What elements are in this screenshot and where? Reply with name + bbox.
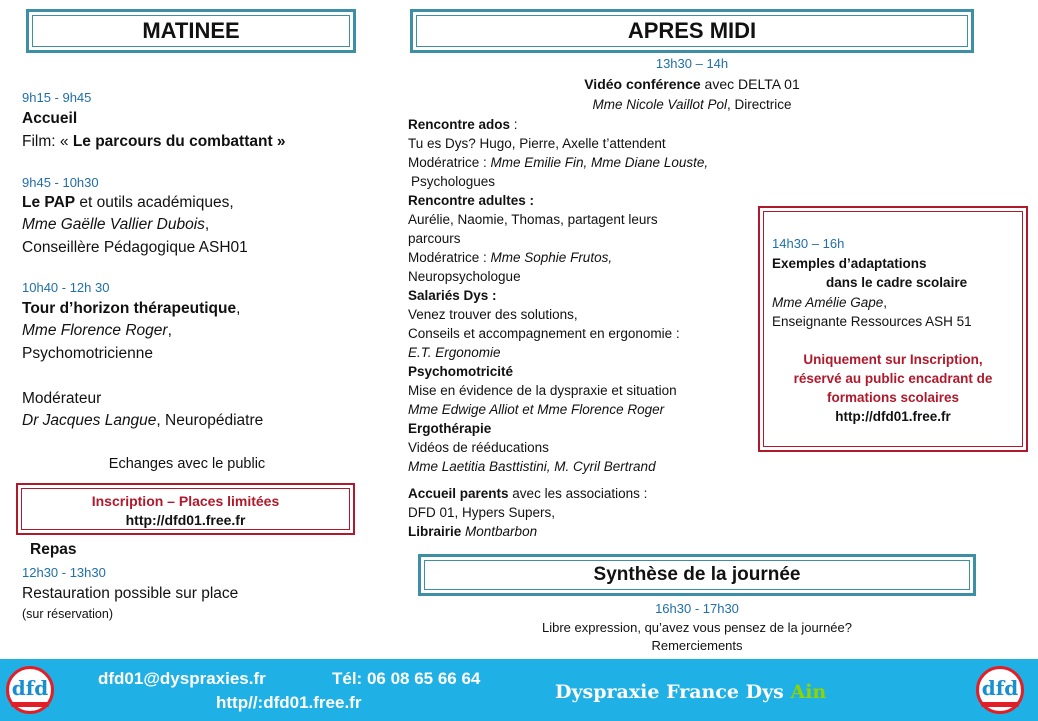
adaptations-red3: formations scolaires [826,390,960,405]
salaries-line3: E.T. Ergonomie [408,345,501,360]
librairie-line [408,522,748,541]
inscription-box [16,483,355,535]
exchange-text: Echanges avec le public [108,456,266,472]
video-title-rest: avec DELTA 01 [700,76,800,92]
video-title-line [410,75,974,94]
adaptations-box [758,206,1028,452]
matinee-header [26,9,356,53]
parents-rest: avec les associations : [508,486,648,501]
session3-time: 10h40 - 12h 30 [22,280,110,295]
apresmidi-title: APRES MIDI [627,18,757,43]
session1-film [22,131,286,153]
apresmidi-header [410,9,974,53]
session3-title-sep: , [236,300,241,317]
footer-tel: Tél: 06 08 65 66 64 [332,669,481,688]
ados-mod-label: Modératrice : [408,155,491,170]
footer-bar [0,659,1038,721]
adultes-mod-label: Modératrice : [408,250,491,265]
inscription-url[interactable]: http://dfd01.free.fr [125,512,246,528]
ados-mod-line [408,153,748,172]
ados-title: Rencontre ados [408,117,511,132]
session2-title-bold: Le PAP [22,194,76,211]
session3-title-line [22,298,240,320]
salaries-line1: Venez trouver des solutions, [408,307,578,322]
dfd-logo-left [6,666,54,714]
adultes-title: Rencontre adultes : [408,193,535,208]
session2-title [22,192,234,214]
afternoon-list [408,115,748,541]
repas-title: Repas [30,541,77,558]
session3-speaker-sep: , [167,322,172,339]
matinee-title: MATINEE [142,18,240,43]
ados-mod-names: Mme Emilie Fin, Mme Diane Louste, [490,155,709,170]
salaries-title: Salariés Dys : [408,288,497,303]
ados-line1: Tu es Dys? Hugo, Pierre, Axelle t’attendent [408,136,666,151]
synthese-time: 16h30 - 17h30 [655,601,739,616]
ergo-line1: Vidéos de rééducations [408,440,549,455]
video-role: , Directrice [727,97,792,112]
librairie-title: Librairie [408,524,462,539]
film-title: Le parcours du combattant [72,133,273,150]
session2-speaker-sep: , [204,216,210,233]
film-prefix: Film: « [22,133,73,150]
adaptations-red1: Uniquement sur Inscription, [803,352,983,367]
session2-role: Conseillère Pédagogique ASH01 [22,239,248,256]
video-speaker-line [410,95,974,114]
logo-ribbon-right [981,702,1019,707]
moderator-name: Dr Jacques Langue [22,412,157,429]
psychomot-line2: Mme Edwige Alliot et Mme Florence Roger [408,402,665,417]
logo-text-left: dfd [11,676,49,700]
footer-brand-accent: Ain [790,681,827,703]
ados-colon: : [510,117,518,132]
adultes-mod-name: Mme Sophie Frutos, [490,250,613,265]
synthese-line2: Remerciements [651,638,743,653]
adaptations-speaker: Mme Amélie Gape [772,295,884,310]
moderator-role: , Neuropédiatre [156,412,264,429]
adaptations-speaker-line [772,293,887,312]
footer-url[interactable]: http//:dfd01.free.fr [216,693,362,712]
session1-title: Accueil [22,110,78,127]
parents-line1: DFD 01, Hypers Supers, [408,505,556,520]
adultes-line2: parcours [408,231,461,246]
video-time: 13h30 – 14h [655,56,729,71]
synthese-header [418,554,976,596]
inscription-title: Inscription – Places limitées [91,493,280,509]
adaptations-time: 14h30 – 16h [772,236,845,251]
adaptations-title1: Exemples d’adaptations [772,256,927,271]
moderator-line [22,410,263,432]
session3-role: Psychomotricienne [22,345,153,362]
logo-ribbon-left [11,702,49,707]
ergo-title: Ergothérapie [408,421,492,436]
parents-title: Accueil parents [408,486,509,501]
video-speaker: Mme Nicole Vaillot Pol [592,97,728,112]
repas-time: 12h30 - 13h30 [22,565,106,580]
parents-title-line [408,484,748,503]
psychomot-line1: Mise en évidence de la dyspraxie et situation [408,383,677,398]
film-suffix: » [272,133,286,150]
librairie-name: Montbarbon [461,524,538,539]
session2-title-rest: et outils académiques, [75,194,234,211]
dfd-logo-right [976,666,1024,714]
moderator-label: Modérateur [22,390,102,407]
session3-speaker: Mme Florence Roger [22,322,168,339]
adultes-mod-line [408,248,748,267]
adultes-line1: Aurélie, Naomie, Thomas, partagent leurs [408,212,658,227]
video-title: Vidéo conférence [584,76,701,92]
synthese-title: Synthèse de la journée [593,564,801,585]
footer-brand [555,681,826,703]
ados-title-line [408,115,748,134]
session2-speaker-line [22,214,209,236]
session2-time: 9h45 - 10h30 [22,175,99,190]
session3-speaker-line [22,320,172,342]
repas-text: Restauration possible sur place [22,585,239,602]
footer-brand-main: Dyspraxie France Dys [555,681,791,703]
session2-speaker: Mme Gaëlle Vallier Dubois [22,216,205,233]
ergo-line2: Mme Laetitia Basttistini, M. Cyril Bertrand [408,459,656,474]
ados-role: Psychologues [411,174,496,189]
footer-email[interactable]: dfd01@dyspraxies.fr [98,669,266,688]
synthese-line1: Libre expression, qu’avez vous pensez de la journée? [541,620,853,635]
psychomot-title: Psychomotricité [408,364,514,379]
adaptations-red2: réservé au public encadrant de [793,371,993,386]
session1-time: 9h15 - 9h45 [22,90,92,105]
adultes-role: Neuropsychologue [408,269,521,284]
adaptations-title2: dans le cadre scolaire [826,275,968,290]
adaptations-speaker-sep: , [883,295,888,310]
adaptations-url[interactable]: http://dfd01.free.fr [835,409,951,424]
salaries-line2: Conseils et accompagnement en ergonomie : [408,326,680,341]
session3-title: Tour d’horizon thérapeutique [22,300,237,317]
adaptations-role: Enseignante Ressources ASH 51 [772,314,972,329]
logo-text-right: dfd [981,676,1019,700]
repas-note: (sur réservation) [22,607,113,621]
